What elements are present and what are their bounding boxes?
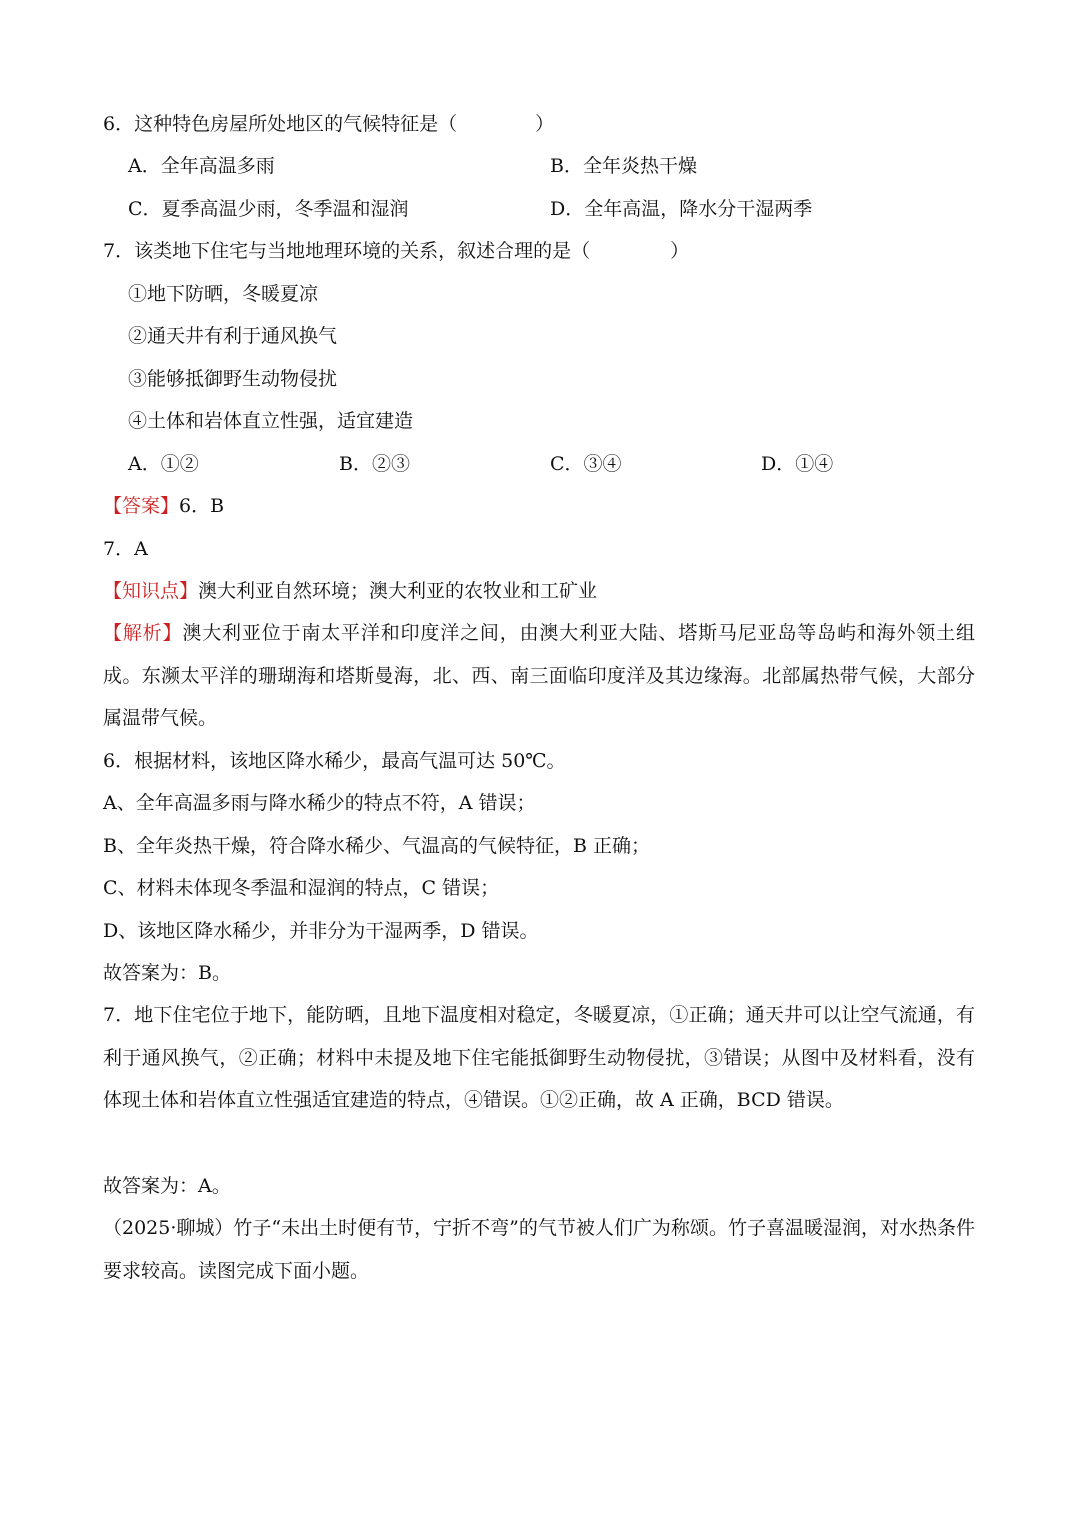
knowledge-line bbox=[103, 576, 975, 606]
explain6-c: C、材料未体现冬季温和湿润的特点，C 错误； bbox=[103, 877, 500, 899]
analysis-paragraph bbox=[103, 612, 975, 740]
next-question-intro: （2025·聊城）竹子“未出土时便有节，宁折不弯”的气节被人们广为称颂。竹子喜温暖湿润，对水热条件要求较高。读图完成下面小题。 bbox=[103, 1217, 975, 1282]
explain6-b: B、全年炎热干燥，符合降水稀少、气温高的气候特征，B 正确； bbox=[103, 835, 650, 857]
explain7-conclusion: 故答案为：A。 bbox=[103, 1175, 231, 1197]
q7-option-b: B．②③ bbox=[339, 453, 410, 475]
q6-option-a: A．全年高温多雨 bbox=[128, 155, 275, 177]
q6-stem: 6．这种特色房屋所处地区的气候特征是（ ） bbox=[103, 113, 555, 135]
q7-options-row bbox=[128, 449, 975, 479]
q7-option-c: C．③④ bbox=[550, 453, 622, 475]
q7-statement-3: ③能够抵御野生动物侵扰 bbox=[128, 368, 338, 390]
q6-option-b: B．全年炎热干燥 bbox=[550, 155, 697, 177]
q6-option-row-2 bbox=[128, 194, 975, 224]
answer-6: 6．B bbox=[179, 495, 225, 517]
analysis-tag: 【解析】 bbox=[103, 622, 183, 644]
q7-stem: 7．该类地下住宅与当地地理环境的关系，叙述合理的是（ ） bbox=[103, 240, 690, 262]
q7-statement-4: ④土体和岩体直立性强，适宜建造 bbox=[128, 410, 414, 432]
q7-option-a: A．①② bbox=[128, 453, 199, 475]
knowledge-text: 澳大利亚自然环境；澳大利亚的农牧业和工矿业 bbox=[198, 580, 598, 602]
answer-tag: 【答案】 bbox=[103, 495, 180, 517]
analysis-text: 澳大利亚位于南太平洋和印度洋之间，由澳大利亚大陆、塔斯马尼亚岛等岛屿和海外领土组成。东濒太平洋的珊瑚海和塔斯曼海，北、西、南三面临印度洋及其边缘海。北部属热带气候，大部分属温带气候。 bbox=[103, 622, 975, 729]
explain7-paragraph: 7．地下住宅位于地下，能防晒，且地下温度相对稳定，冬暖夏凉，①正确；通天井可以让空气流通，有利于通风换气，②正确；材料中未提及地下住宅能抵御野生动物侵扰，③错误；从图中及材料看，没有体现土体和岩体直立性强适宜建造的特点，④错误。①②正确，故 A 正确，BCD 错误。 bbox=[103, 1004, 975, 1111]
explain6-d: D、该地区降水稀少，并非分为干湿两季，D 错误。 bbox=[103, 920, 539, 942]
q7-statement-2: ②通天井有利于通风换气 bbox=[128, 325, 338, 347]
q7-statement-1: ①地下防晒，冬暖夏凉 bbox=[128, 283, 319, 305]
explain6-intro: 6．根据材料，该地区降水稀少，最高气温可达 50℃。 bbox=[103, 750, 566, 772]
q6-option-row-1 bbox=[128, 151, 975, 181]
answer-line bbox=[103, 491, 975, 521]
q6-option-d: D．全年高温，降水分干湿两季 bbox=[550, 198, 813, 220]
answer-7: 7．A bbox=[103, 538, 148, 560]
knowledge-tag: 【知识点】 bbox=[103, 580, 199, 602]
q7-option-d: D．①④ bbox=[761, 453, 834, 475]
explain6-conclusion: 故答案为：B。 bbox=[103, 962, 231, 984]
explain6-a: A、全年高温多雨与降水稀少的特点不符，A 错误； bbox=[103, 792, 536, 814]
q6-option-c: C．夏季高温少雨，冬季温和湿润 bbox=[128, 198, 409, 220]
